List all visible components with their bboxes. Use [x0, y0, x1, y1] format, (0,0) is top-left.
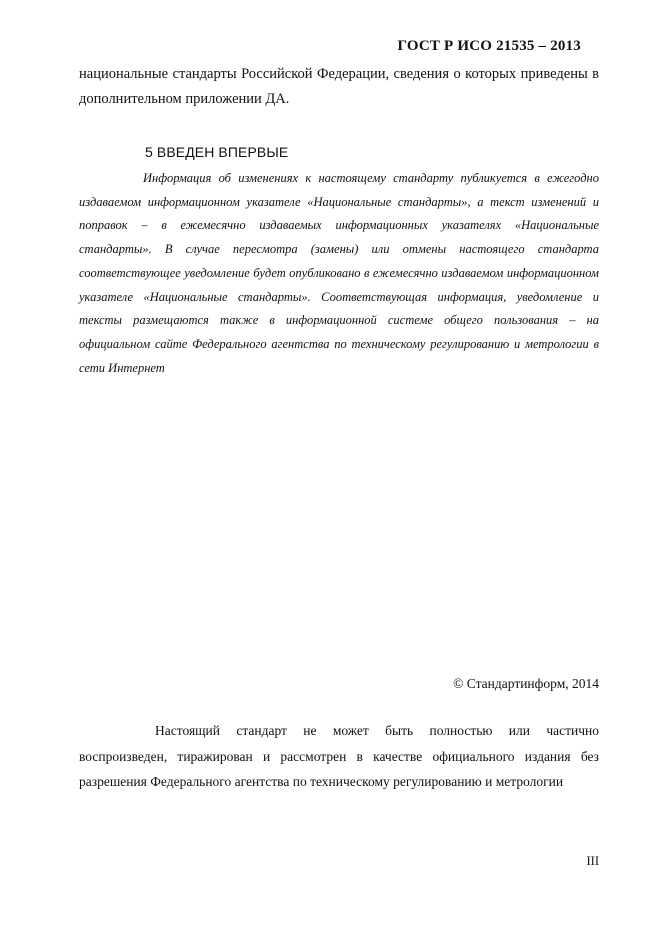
document-header-id: ГОСТ Р ИСО 21535 – 2013 [397, 38, 581, 54]
page-number: III [586, 854, 599, 868]
reproduction-notice: Настоящий стандарт не может быть полностью или частично воспроизведен, тиражирован и рассмотрен в качестве официального издания без разрешения Федерального агентства по техническому регулированию и метрологии [79, 723, 599, 789]
info-paragraph: Информация об изменениях к настоящему стандарту публикуется в ежегодно издаваемом информационном указателе «Национальные стандарты», а текст изменений и поправок – в ежемесячно издаваемых информационных указателях «Национальные стандарты». В случае пересмотра (замены) или отмены настоящего стандарта соответствующее уведомление будет опубликовано в ежемесячно издаваемом информационном указателе «Национальные стандарты». Соответствующая информация, уведомление и тексты размещаются также в информационной системе общего пользования – на официальном сайте Федерального агентства по техническому регулированию и метрологии в сети Интернет [79, 171, 599, 375]
section-title: 5 ВВЕДЕН ВПЕРВЫЕ [145, 144, 289, 160]
copyright-line: © Стандартинформ, 2014 [453, 676, 599, 691]
intro-paragraph: национальные стандарты Российской Федерации, сведения о которых приведены в дополнительном приложении ДА. [79, 66, 599, 107]
